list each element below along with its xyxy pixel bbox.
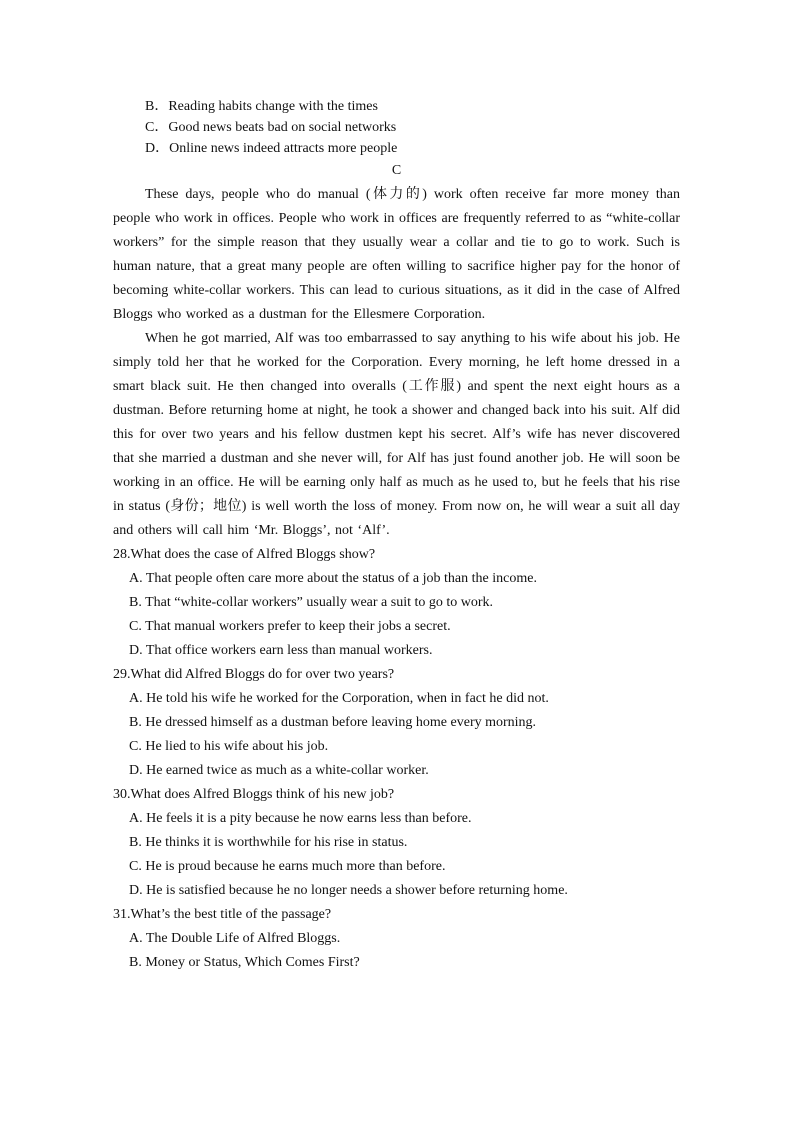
answer-option-d: D. He is satisfied because he no longer needs a shower before returning home. (129, 883, 568, 898)
answer-option-a: A. He told his wife he worked for the Corporation, when in fact he did not. (129, 691, 549, 706)
option-c: C．Good news beats bad on social networks (145, 120, 397, 135)
question-29 (113, 663, 680, 783)
answer-option-b: B. That “white-collar workers” usually wear a suit to go to work. (129, 595, 494, 610)
reading-passage (113, 183, 680, 543)
answer-option-c: C. That manual workers prefer to keep their jobs a secret. (129, 619, 451, 634)
answer-option-a: A. The Double Life of Alfred Bloggs. (129, 931, 341, 946)
answer-option-b: B. He thinks it is worthwhile for his rise in status. (129, 835, 408, 850)
question-stem: 30.What does Alfred Bloggs think of his new job? (113, 787, 395, 802)
answer-option-d: D. That office workers earn less than manual workers. (129, 643, 433, 658)
answer-option-a: A. That people often care more about the status of a job than the income. (129, 571, 537, 586)
option-b: B．Reading habits change with the times (145, 99, 378, 114)
question-stem: 28.What does the case of Alfred Bloggs show? (113, 547, 376, 562)
section-label: C (391, 163, 402, 178)
passage-paragraph: When he got married, Alf was too embarrassed to say anything to his wife about his job. He simply told her that he worked for the Corporation. Every morning, he left home dressed in a smart black suit. He then changed into overalls (工作服) and spent the next eight hours as a dustman. Before returning home at night, he took a shower and changed back into his suit. Alf did this for over two years and his fellow dustmen kept his secret. Alf’s wife has never discovered that she married a dustman and she never will, for Alf has just found another job. He will soon be working in an office. He will be earning only half as much as he used to, but he feels that his rise in status (身份；地位) is well worth the loss of money. From now on, he will wear a suit all day and others will call him ‘Mr. Bloggs’, not ‘Alf’. (113, 331, 680, 538)
previous-question-options (113, 96, 680, 159)
question-28 (113, 543, 680, 663)
question-30 (113, 783, 680, 903)
answer-option-c: C. He lied to his wife about his job. (129, 739, 329, 754)
answer-option-d: D. He earned twice as much as a white-collar worker. (129, 763, 429, 778)
answer-option-a: A. He feels it is a pity because he now earns less than before. (129, 811, 472, 826)
answer-option-b: B. He dressed himself as a dustman before leaving home every morning. (129, 715, 537, 730)
answer-option-b: B. Money or Status, Which Comes First? (129, 955, 360, 970)
option-d: D．Online news indeed attracts more people (145, 141, 398, 156)
question-stem: 29.What did Alfred Bloggs do for over two years? (113, 667, 395, 682)
passage-paragraph: These days, people who do manual (体力的) work often receive far more money than people who work in offices. People who work in offices are frequently referred to as “white-collar workers” for the simple reason that they usually wear a collar and tie to go to work. Such is human nature, that a great many people are often willing to sacrifice higher pay for the honor of becoming white-collar workers. This can lead to curious situations, as it did in the case of Alfred Bloggs who worked as a dustman for the Ellesmere Corporation. (113, 187, 680, 322)
question-stem: 31.What’s the best title of the passage? (113, 907, 332, 922)
exam-page (113, 96, 680, 975)
answer-option-c: C. He is proud because he earns much more than before. (129, 859, 446, 874)
question-31 (113, 903, 680, 975)
